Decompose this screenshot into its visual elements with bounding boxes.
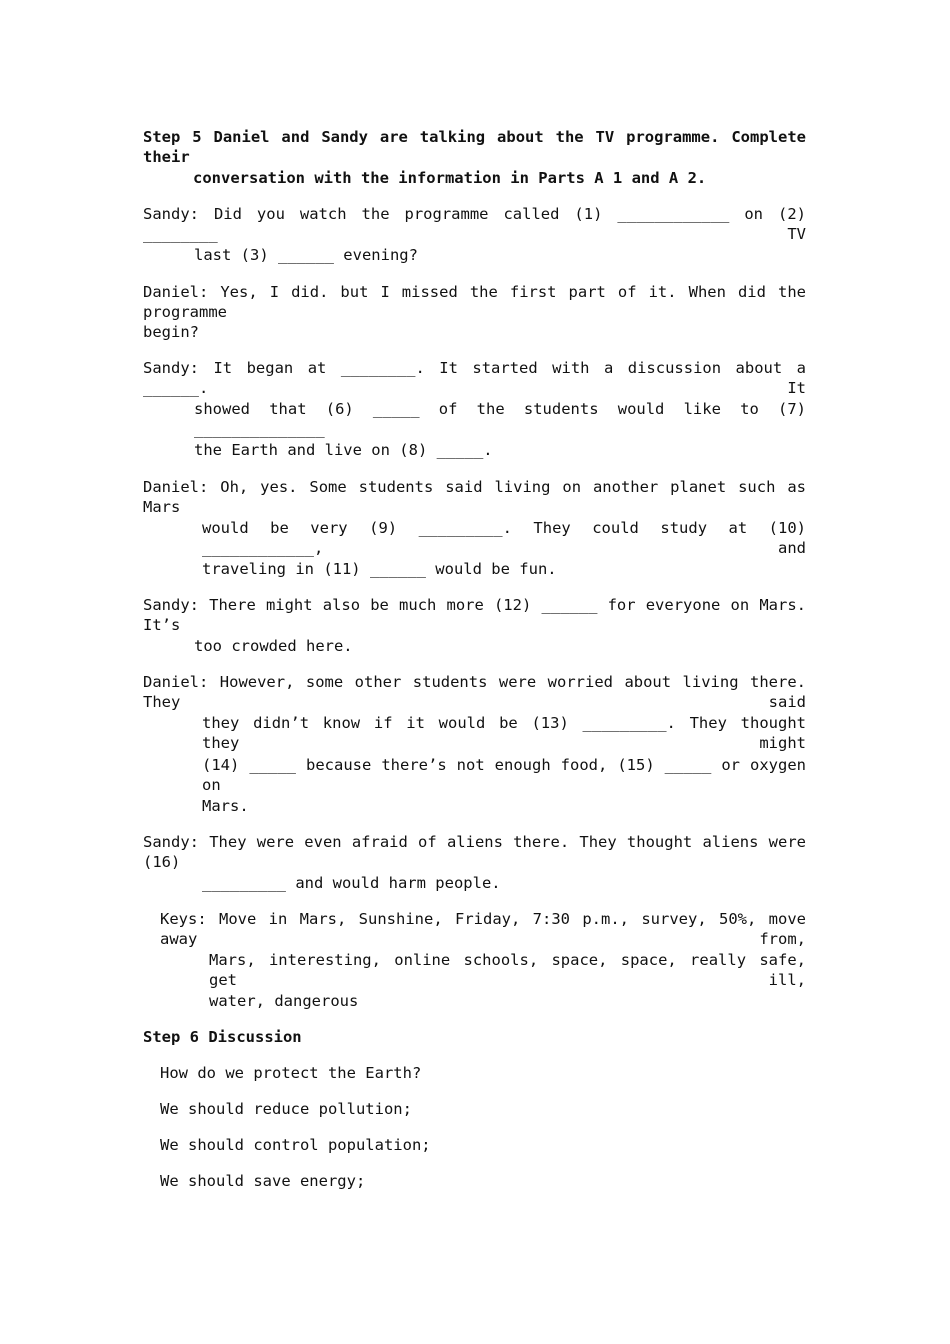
dialogue-line-3: Daniel: Yes, I did. but I missed the first part of it. When did the programme: [143, 283, 806, 321]
step5-heading-line1: Step 5 Daniel and Sandy are talking about the TV programme. Complete their: [143, 128, 806, 166]
keys-line-3: water, dangerous: [209, 992, 359, 1010]
dialogue-line-10: traveling in (11) ______ would be fun.: [202, 560, 557, 578]
dialogue-line-4: begin?: [143, 323, 199, 341]
step6-line-4: We should save energy;: [160, 1172, 366, 1190]
dialogue-line-11: Sandy: There might also be much more (12) ______ for everyone on Mars. It’s: [143, 596, 806, 634]
dialogue-line-2: last (3) ______ evening?: [194, 246, 418, 264]
dialogue-line-18: _________ and would harm people.: [202, 874, 501, 892]
dialogue-line-5: Sandy: It began at ________. It started with a discussion about a ______. It: [143, 359, 806, 397]
step6-heading: Step 6 Discussion: [143, 1028, 302, 1046]
dialogue-line-7: the Earth and live on (8) _____.: [194, 441, 493, 459]
step6-line-2: We should reduce pollution;: [160, 1100, 412, 1118]
dialogue-line-13: Daniel: However, some other students were worried about living there. They said: [143, 673, 806, 711]
dialogue-line-15: (14) _____ because there’s not enough food, (15) _____ or oxygen on: [202, 756, 806, 794]
dialogue-line-6: showed that (6) _____ of the students would like to (7) ______________: [194, 400, 806, 438]
dialogue-line-14: they didn’t know if it would be (13) _________. They thought they might: [202, 714, 806, 752]
keys-line-1: Keys: Move in Mars, Sunshine, Friday, 7:30 p.m., survey, 50%, move away from,: [160, 910, 806, 948]
step6-line-1: How do we protect the Earth?: [160, 1064, 422, 1082]
dialogue-line-12: too crowded here.: [194, 637, 353, 655]
step5-heading-line2: conversation with the information in Parts A 1 and A 2.: [193, 169, 707, 187]
dialogue-line-16: Mars.: [202, 797, 249, 815]
dialogue-line-1: Sandy: Did you watch the programme called (1) ____________ on (2) ________ TV: [143, 205, 806, 243]
dialogue-line-9: would be very (9) _________. They could study at (10) ____________, and: [202, 519, 806, 557]
step6-line-3: We should control population;: [160, 1136, 431, 1154]
keys-line-2: Mars, interesting, online schools, space, space, really safe, get ill,: [209, 951, 806, 989]
dialogue-line-8: Daniel: Oh, yes. Some students said living on another planet such as Mars: [143, 478, 806, 516]
dialogue-line-17: Sandy: They were even afraid of aliens there. They thought aliens were (16): [143, 833, 806, 871]
